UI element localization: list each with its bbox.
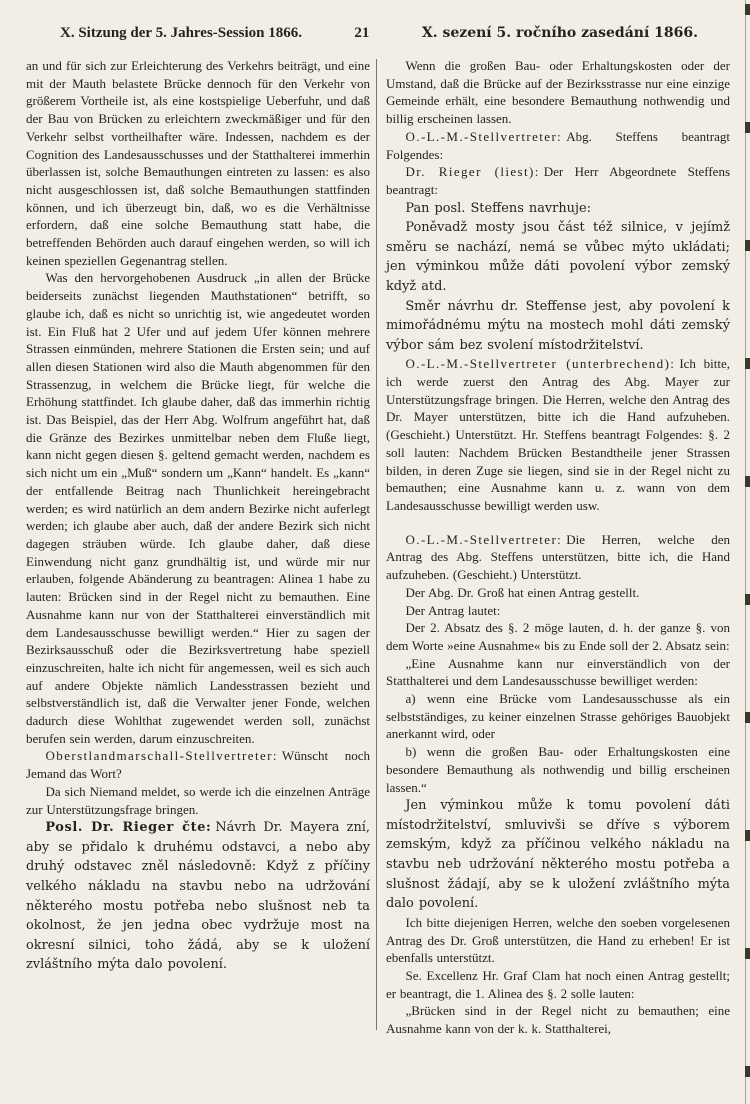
paragraph-text: Der Abg. Dr. Groß hat einen Antrag gestellt. [405, 584, 640, 600]
paragraph [26, 818, 370, 975]
paragraph [386, 584, 730, 602]
paragraph-text: Jen výminkou může k tomu povolení dáti místodržitelství, smluvivši se dříve s výborem zemským, když za příčinou velkého nákladu na stavbu neb udržování některého mostu potřeba a slušnost žádají, aby se k uložení zvláštního mýta dalo povolení. [386, 798, 730, 912]
paragraph-text: Abg. Steffens beantragt Folgendes: [386, 128, 730, 162]
paragraph [386, 531, 730, 584]
paragraph-text: Der Antrag lautet: [405, 602, 501, 618]
paragraph [386, 199, 730, 219]
paragraph-text: „Eine Ausnahme kann nur einverständlich von der Statthalterei und dem Landesausschusse bewilliget werden: [386, 655, 730, 689]
speaker-name: O.-L.-M.-Stellvertreter (unterbrechend): [405, 356, 676, 372]
header-left-title: X. Sitzung der 5. Jahres-Session 1866. [60, 25, 302, 41]
paragraph-text: Poněvadž mosty jsou část též silnice, v jejímž směru se nachází, nemá se vůbec mýto ukládati; jen výminkou může dáti povolení výbor zemský když atd. [386, 220, 730, 294]
paragraph [386, 655, 730, 690]
paragraph-text: Návrh Dr. Mayera zní, aby se přidalo k druhému odstavci, a nebo aby druhý odstavec zněl následovně: Když z příčiny velkého nákladu na stavbu nebo na udržování některého mostu potřeba nebo slušnost neb ta okolnost, že jen jedna obec vydržuje most na okresní silnici, toho žádá, aby se k uložení zvláštního mýta dalo povolení. [26, 820, 370, 973]
speaker-name: Posl. Dr. Rieger čte: [45, 820, 212, 836]
paragraph [386, 57, 730, 128]
paragraph [386, 690, 730, 743]
paragraph-text: Pan posl. Steffens navrhuje: [405, 200, 591, 216]
text-columns [0, 42, 750, 1038]
right-column [377, 57, 730, 1038]
paragraph-text: Ich bitte, ich werde zuerst den Antrag des Abg. Mayer zur Unterstützungsfrage bringen. Die Herren, welche den Antrag des Dr. Mayer unterstützen, bitte ich die Hand aufzuheben. (Geschieht.) Unterstützt. Hr. Steffens beantragt Folgendes: §. 2 soll lauten: Nachdem Brücken Bestandtheile jener Strassen bilden, in deren Zuge sie liegen, sind sie in der Regel nicht zu bemauthen; eine Ausnahme kann u. z. wann von dem Landesausschusse bewilligt werden usw. [386, 356, 730, 513]
paragraph [386, 914, 730, 967]
paragraph [386, 1002, 730, 1037]
paragraph-text: Se. Excellenz Hr. Graf Clam hat noch einen Antrag gestellt; er beantragt, die 1. Alinea des §. 2 solle lauten: [386, 967, 730, 1001]
left-column [26, 57, 376, 1038]
paragraph [386, 163, 730, 198]
header-right-title: X. sezení 5. ročního zasedání 1866. [421, 25, 698, 41]
speaker-name: Oberstlandmarschall-Stellvertreter: [45, 748, 278, 764]
scan-edge-marks [745, 4, 750, 1104]
paragraph-text: Der Herr Abgeordnete Steffens beantragt: [386, 164, 731, 197]
paragraph [386, 602, 730, 620]
paragraph [26, 747, 370, 782]
paragraph-text: Die Herren, welche den Antrag des Abg. Steffens unterstützen, bitte ich, die Hand aufzuheben. (Geschieht.) Unterstützt. [386, 531, 730, 583]
paragraph-text: Was den hervorgehobenen Ausdruck „in allen der Brücke beiderseits zunächst liegenden Mauthstationen“ betrifft, so glaube ich, daß es nicht so unrichtig ist, wie angedeutet worden ist. Ein Fluß hat 2 Ufer und auf jedem Ufer können mehrere Strassen einmünden, mehrere Stationen die Ersten sein; und auf allen diesen Stationen wird also die Mauth abgenommen für den Strassenzug, in welchem die Brücke liegt, für welche die Erhöhung stattfindet. Ich glaube daher, daß das immerhin richtig ist. Das Beispiel, das der Herr Abg. Wolfrum angeführt hat, daß die Gränze des Bezirkes unmittelbar neben dem Fluße liegt, kann nicht gegen diesen §. geltend gemacht werden, nachdem es sich nicht um ein „Muß“ sondern um „Kann“ handelt. Es „kann“ der entfallende Beitrag nach Thunlichkeit hereingebracht werden; es wird natürlich an dem andern Bezirke nicht auferlegt werden; ich glaube aber auch, daß der andere Bezirk sich nicht dagegen sträuben würde. Ich glaube daher, daß diese Einwendung nicht ganz grundhältig ist, und würde mir nur erlauben, folgende Abänderung zu beantragen: Alinea 1 habe zu lauten: Brücken sind in der Regel nicht zu bemauthen. Eine Ausnahme kann nur von der Statthalterei einverständlich mit dem Landesausschusse bewilligt werden.“ Hier zu sagen der Bezirksausschuß oder die Bezirksvertretung habe speziell einzuschreiten, halte ich nicht für angemessen, weil es sich auch auf andere Objekte nämlich Landesstrassen bezieht und selbstverständlich ist, daß die Verwalter jener Fonde, welchen dadurch diese Wohlthat zugewendet werden soll, zunächst berufen sein werden, darum einzuschreiten. [26, 270, 370, 746]
paragraph-text: „Brücken sind in der Regel nicht zu bemauthen; eine Ausnahme kann von der k. k. Statthalterei, [386, 1003, 730, 1037]
paragraph-text: Směr návrhu dr. Steffense jest, aby povolení k mimořádnému mýtu na mostech mohl dáti zemský výbor sám bez svolení místodržitelství. [386, 298, 730, 353]
paragraph-text: Da sich Niemand meldet, so werde ich die einzelnen Anträge zur Unterstützungsfrage bringen. [26, 783, 370, 817]
paragraph-text: Der 2. Absatz des §. 2 möge lauten, d. h. der ganze §. von dem Worte »eine Ausnahme« bis zu Ende soll der 2. Absatz sein: [386, 620, 730, 653]
paragraph [26, 783, 370, 818]
paragraph [26, 269, 370, 747]
paragraph [386, 218, 730, 296]
paragraph-text: Ich bitte diejenigen Herren, welche den soeben vorgelesenen Antrag des Dr. Groß unterstützen, die Hand zu erheben! Er ist ebenfalls unterstützt. [386, 914, 730, 966]
paragraph-text: Wenn die großen Bau- oder Erhaltungskosten oder der Umstand, daß die Brücke auf der Bezirksstrasse nur eine einzige Gemeinde erhält, eine besondere Bemauthung nothwendig und billig erscheinen lassen. [386, 58, 730, 127]
paragraph [386, 743, 730, 796]
paragraph [386, 967, 730, 1002]
paragraph-text: an und für sich zur Erleichterung des Verkehrs beiträgt, und eine mit der Mauth belastete Brücke dennoch für den Verkehr von größerem Vortheile ist, als eine kostspielige Ueberfuhr, und daß der Bau von Brücken zu erleichtern zweckmäßiger und für den Verkehr selbst vortheilhafter wäre. Indessen, nachdem es der Cognition des Landesausschusses und der Statthalterei immerhin überlassen ist, solche Bemauthungen eintreten zu lassen: es also nicht ausgeschlossen ist, daß solche Bemauthungen stattfinden können, und ich überzeugt bin, daß, wo es die Verhältnisse erfordern, daß eine solche Bemauthung statt habe, die betreffenden Behörden auch darauf eingehen werden, so will ich keinen speziellen Gegenantrag stellen. [26, 58, 370, 268]
page-number: 21 [354, 25, 370, 41]
paragraph [386, 796, 730, 914]
paragraph [26, 57, 370, 269]
paragraph [386, 355, 730, 514]
paragraph [386, 297, 730, 356]
speaker-name: O.-L.-M.-Stellvertreter: [405, 128, 563, 144]
paragraph-text: b) wenn die großen Bau- oder Erhaltungskosten eine besondere Bemauthung als nothwendig und billig erscheinen lassen.“ [386, 744, 730, 795]
speaker-name: Dr. Rieger (liest): [405, 164, 540, 180]
paragraph-text: Wünscht noch Jemand das Wort? [26, 748, 370, 782]
speaker-name: O.-L.-M.-Stellvertreter: [405, 531, 563, 547]
paragraph [386, 619, 730, 654]
paragraph [386, 128, 730, 163]
paragraph-text: a) wenn eine Brücke vom Landesausschusse als ein selbstständiges, zu keiner einzelnen Strasse gehöriges Bauobjekt anerkannt wird, oder [386, 691, 730, 742]
page-header [0, 0, 750, 42]
